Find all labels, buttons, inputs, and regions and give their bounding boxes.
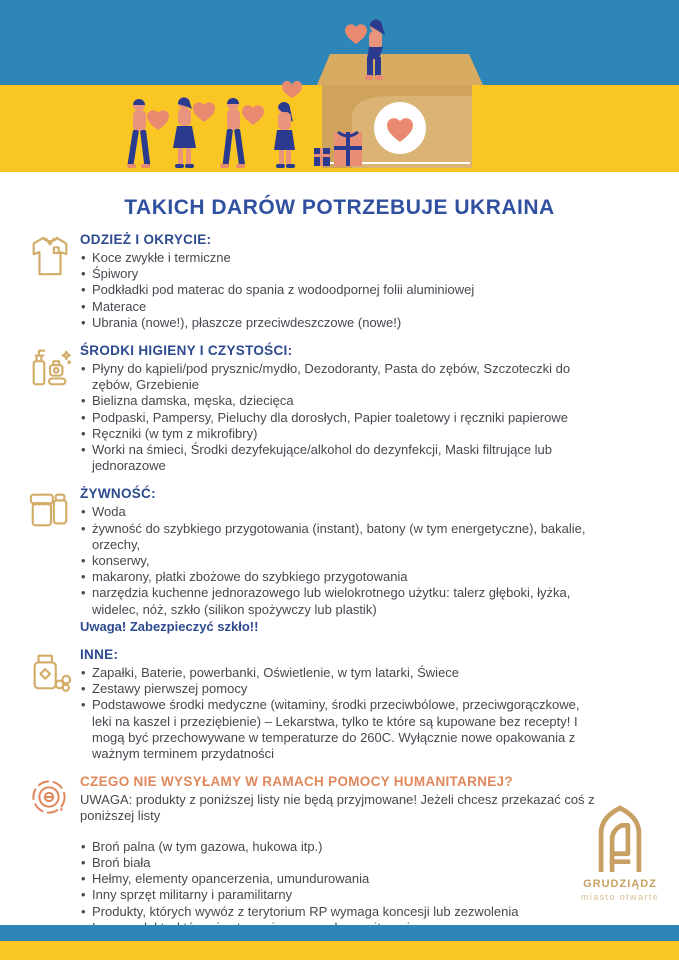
section-hygiene <box>0 343 679 474</box>
list-item: • Podstawowe środki medyczne (witaminy, środki przeciwbólowe, przeciwgorączkowe, leki na kaszel i przeziębienie) – Lekarstwa, tylko te które są kupowane bez recepty! I mogą być przechowywane w temperaturze do 260C. Wyłącznie nowe opakowania z ważnym terminem przydatności <box>80 697 601 762</box>
list-item: • Podpaski, Pampersy, Pieluchy dla dorosłych, Papier toaletowy i ręczniki papierowe <box>80 410 601 426</box>
logo-city-name: GRUDZIĄDZ <box>583 878 657 890</box>
gate-arch-icon <box>590 802 650 874</box>
list-item: • Woda <box>80 504 601 520</box>
content <box>0 232 679 936</box>
list-item: • narzędzia kuchenne jednorazowego lub wielokrotnego użytku: talerz głęboki, łyżka, widelec, nóż, szkło (silikon spożywczy lub plastik) <box>80 585 601 617</box>
section-items <box>80 250 601 331</box>
hygiene-products-icon <box>27 344 73 390</box>
section-heading: INNE: <box>80 647 119 663</box>
prohibited-target-icon <box>27 775 73 821</box>
list-item: • makarony, płatki zbożowe do szybkiego przygotowania <box>80 569 601 585</box>
list-item: • Materace <box>80 299 601 315</box>
excluded-intro: UWAGA: produkty z poniższej listy nie będą przyjmowane! Jeżeli chcesz przekazać coś z poniższej listy <box>80 792 595 824</box>
section-food <box>0 486 679 635</box>
list-item: • Płyny do kąpieli/pod prysznic/mydło, Dezodoranty, Pasta do zębów, Szczoteczki do zębów, Grzebienie <box>80 361 601 393</box>
medicine-bottle-icon <box>27 648 73 694</box>
list-item: • Zestawy pierwszej pomocy <box>80 681 601 697</box>
section-items <box>80 361 601 474</box>
list-item: • Zapałki, Baterie, powerbanki, Oświetlenie, w tym latarki, Świece <box>80 665 601 681</box>
list-item: • Inny sprzęt militarny i paramilitarny <box>80 887 601 903</box>
section-other <box>0 647 679 762</box>
list-item: • Hełmy, elementy opancerzenia, umundurowania <box>80 871 601 887</box>
list-item: • Śpiwory <box>80 266 601 282</box>
section-items <box>80 665 601 762</box>
list-item: • żywność do szybkiego przygotowania (instant), batony (w tym energetyczne), bakalie, orzechy, <box>80 521 601 553</box>
list-item: • Ręczniki (w tym z mikrofibry) <box>80 426 601 442</box>
footer-flag-blue-stripe <box>0 925 679 941</box>
logo-tagline: miasto otwarte <box>580 892 660 902</box>
section-clothing <box>0 232 679 331</box>
list-item: • Bielizna damska, męska, dziecięca <box>80 393 601 409</box>
section-heading: ODZIEŻ I OKRYCIE: <box>80 232 212 247</box>
list-item: • konserwy, <box>80 553 601 569</box>
grudziadz-logo <box>579 802 661 902</box>
excluded-items <box>80 839 601 936</box>
section-items <box>80 504 601 617</box>
list-item: • Ubrania (nowe!), płaszcze przeciwdeszczowe (nowe!) <box>80 315 601 331</box>
list-item: • Broń biała <box>80 855 601 871</box>
flag-header-illustration <box>0 0 679 172</box>
list-item: • Worki na śmieci, Środki dezyfekujące/alkohol do dezynfekcji, Maski filtrujące lub jednorazowe <box>80 442 601 474</box>
section-heading: ŚRODKI HIGIENY I CZYSTOŚCI: <box>80 343 293 359</box>
shirt-icon <box>27 233 73 279</box>
footer-flag-yellow-stripe <box>0 941 679 960</box>
food-jars-icon <box>27 487 73 533</box>
glass-warning-note: Uwaga! Zabezpieczyć szkło!! <box>80 618 259 634</box>
page-title: TAKICH DARÓW POTRZEBUJE UKRAINA <box>124 196 555 219</box>
list-item: • Broń palna (w tym gazowa, hukowa itp.) <box>80 839 601 855</box>
list-item: • Koce zwykłe i termiczne <box>80 250 601 266</box>
excluded-heading: CZEGO NIE WYSYŁAMY W RAMACH POMOCY HUMANITARNEJ? <box>80 774 513 790</box>
section-heading: ŻYWNOŚĆ: <box>80 486 156 502</box>
list-item: • Produkty, których wywóz z terytorium RP wymaga koncesji lub zezwolenia <box>80 904 601 920</box>
list-item: • Podkładki pod materac do spania z wodoodpornej folii aluminiowej <box>80 282 601 298</box>
section-excluded <box>0 774 679 936</box>
